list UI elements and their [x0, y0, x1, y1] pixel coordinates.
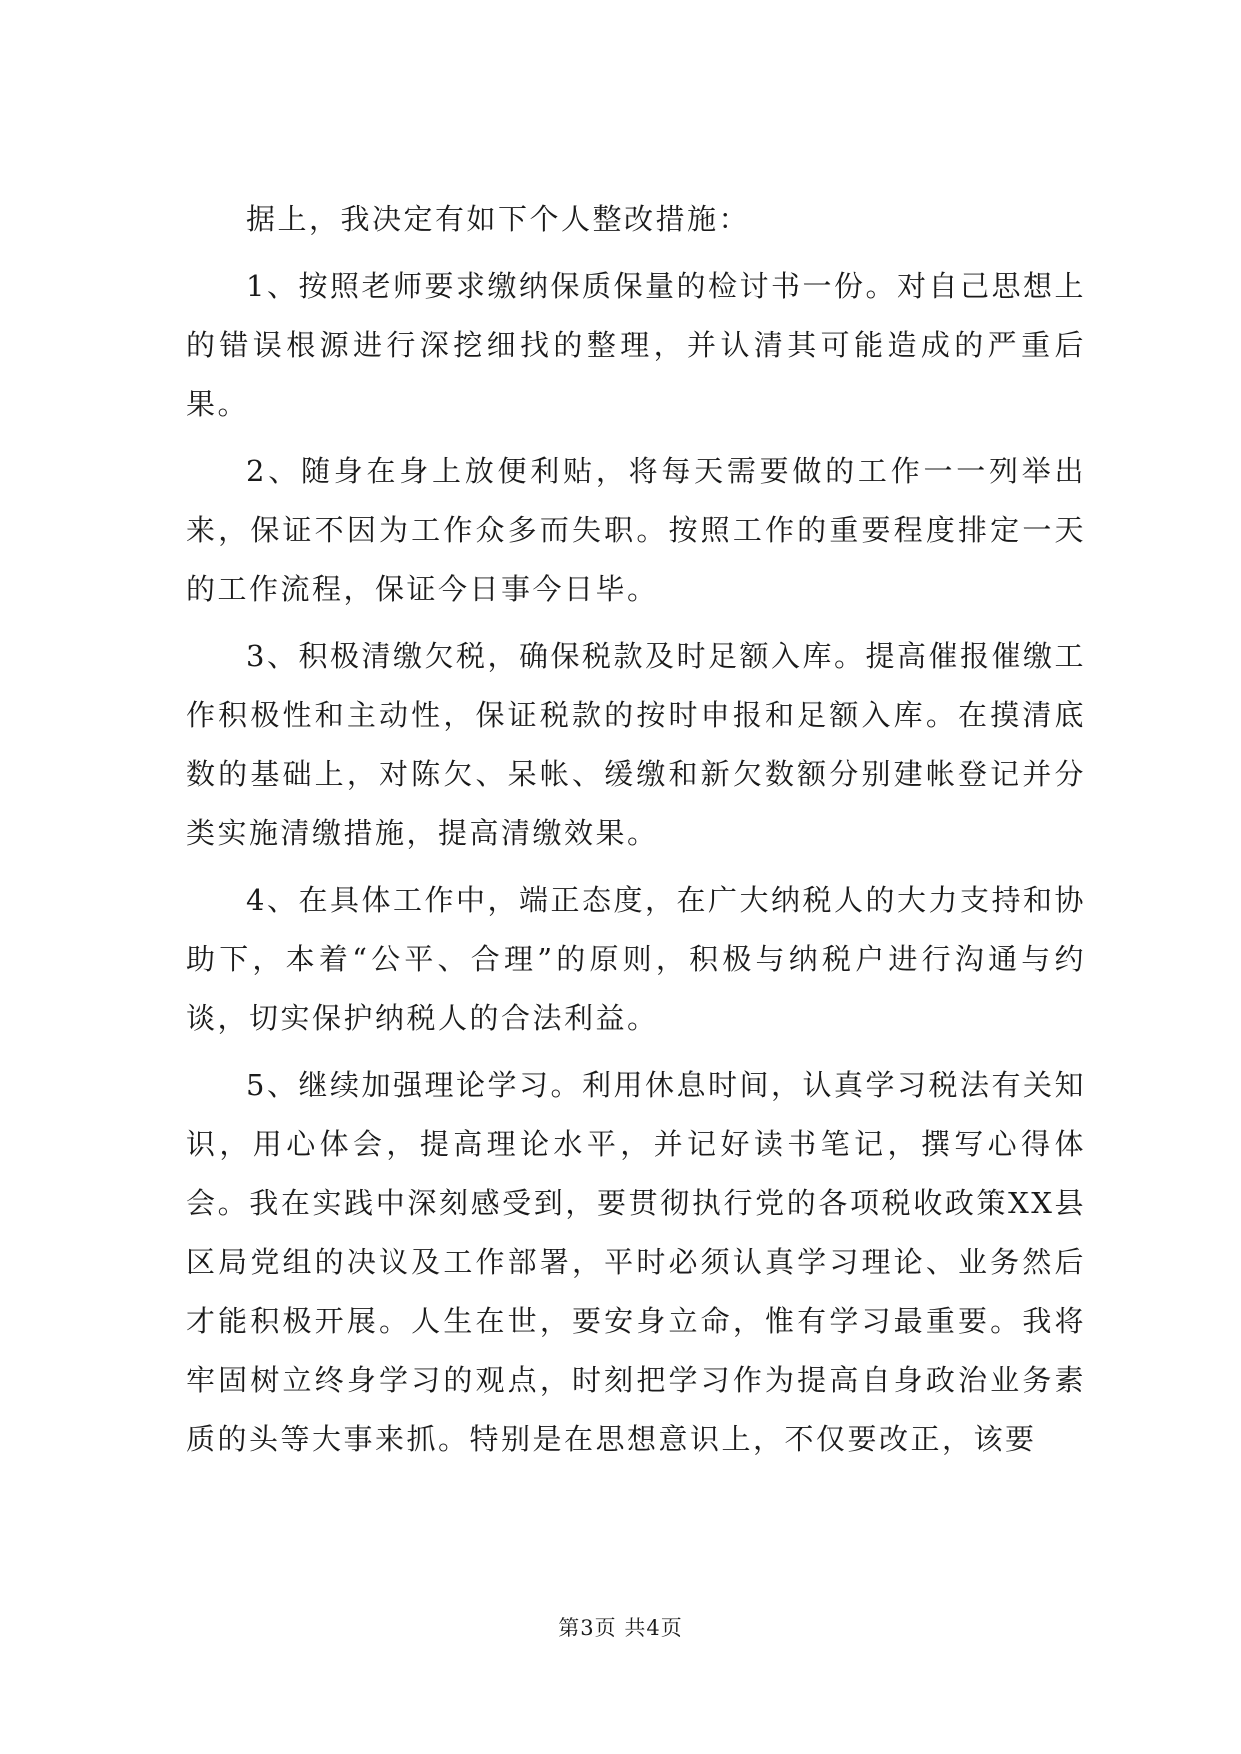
- document-body: [186, 190, 1086, 1477]
- paragraph-item-5: 5、继续加强理论学习。利用休息时间，认真学习税法有关知识，用心体会，提高理论水平，并记好读书笔记，撰写心得体会。我在实践中深刻感受到，要贯彻执行党的各项税收政策XX县区局党组的决议及工作部署，平时必须认真学习理论、业务然后才能积极开展。人生在世，要安身立命，惟有学习最重要。我将牢固树立终身学习的观点，时刻把学习作为提高自身政治业务素质的头等大事来抓。特别是在思想意识上，不仅要改正，该要: [186, 1068, 1086, 1456]
- page-number-indicator: 第3页 共4页: [558, 1616, 683, 1640]
- paragraph-item-1: 1、按照老师要求缴纳保质保量的检讨书一份。对自己思想上的错误根源进行深挖细找的整理，并认清其可能造成的严重后果。: [186, 269, 1086, 421]
- page-footer: [0, 1612, 1241, 1642]
- paragraph-item-2: 2、随身在身上放便利贴，将每天需要做的工作一一列举出来，保证不因为工作众多而失职。按照工作的重要程度排定一天的工作流程，保证今日事今日毕。: [186, 454, 1086, 606]
- paragraph-item-4: 4、在具体工作中，端正态度，在广大纳税人的大力支持和协助下，本着“公平、合理”的原则，积极与纳税户进行沟通与约谈，切实保护纳税人的合法利益。: [186, 883, 1086, 1035]
- paragraph-intro: 据上，我决定有如下个人整改措施：: [246, 202, 751, 236]
- paragraph-item-3: 3、积极清缴欠税，确保税款及时足额入库。提高催报催缴工作积极性和主动性，保证税款的按时申报和足额入库。在摸清底数的基础上，对陈欠、呆帐、缓缴和新欠数额分别建帐登记并分类实施清缴措施，提高清缴效果。: [186, 639, 1086, 850]
